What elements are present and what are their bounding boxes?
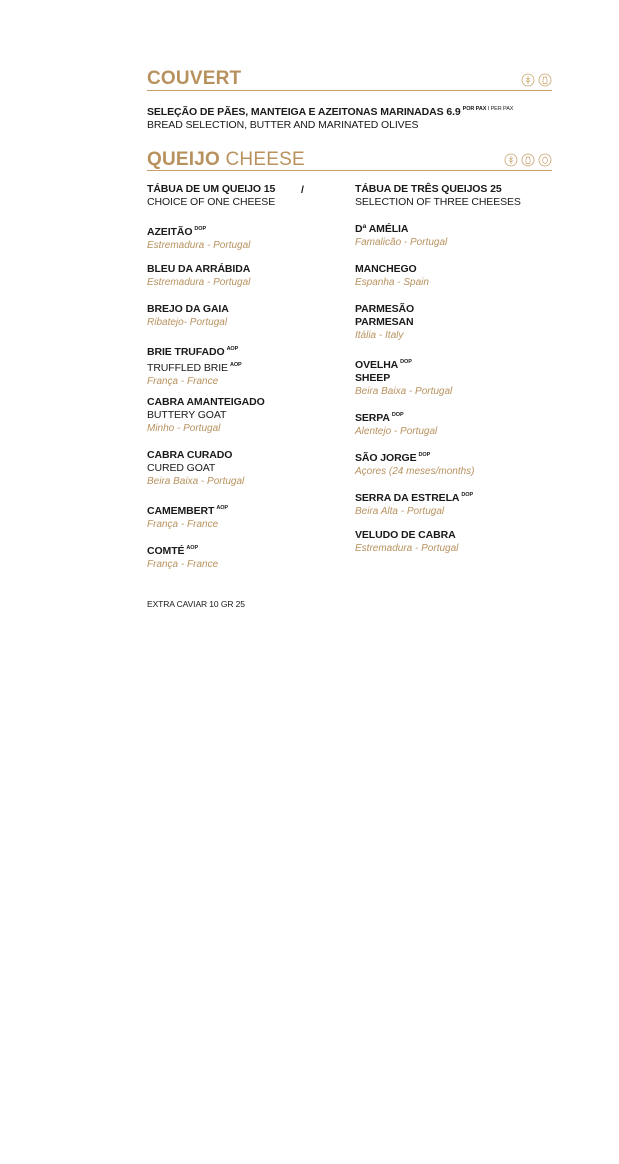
cheese-item: SÃO JORGE $^{DOP}$ Açores (24 meses/months) xyxy=(355,452,475,477)
cheese-title: QUEIJO CHEESE xyxy=(147,149,305,170)
cheese-item: CABRA CURADO CURED GOAT Beira Baixa - Portugal xyxy=(147,449,245,487)
three-cheese-board: TÁBUA DE TRÊS QUEIJOS 25 SELECTION OF THREE CHEESES xyxy=(355,183,521,208)
cheese-item: BRIE TRUFADO $^{AOP}$ TRUFFLED BRIE $^{AOP}$ França - France xyxy=(147,346,242,387)
cheese-item: AZEITÃO $^{DOP}$ Estremadura - Portugal xyxy=(147,226,251,251)
board-separator: / xyxy=(301,184,304,196)
couvert-line-en: BREAD SELECTION, BUTTER AND MARINATED OLIVES xyxy=(147,119,419,131)
one-cheese-board: TÁBUA DE UM QUEIJO 15 CHOICE OF ONE CHEESE xyxy=(147,183,276,208)
cheese-item: COMTÉ $^{AOP}$ França - France xyxy=(147,545,219,570)
cheese-allergen-icons xyxy=(504,153,552,167)
egg-icon xyxy=(538,153,552,167)
cheese-item: MANCHEGO Espanha - Spain xyxy=(355,263,429,288)
couvert-line-pt: SELEÇÃO DE PÃES, MANTEIGA E AZEITONAS MARINADAS 6.9 xyxy=(147,106,461,118)
couvert-title: COUVERT xyxy=(147,68,242,89)
cheese-item: SERRA DA ESTRELA $^{DOP}$ Beira Alta - Portugal xyxy=(355,492,474,517)
cheese-item: SERPA $^{DOP}$ Alentejo - Portugal xyxy=(355,412,438,437)
extra-caviar: EXTRA CAVIAR 10 GR 25 xyxy=(147,599,245,609)
milk-icon xyxy=(521,153,535,167)
cheese-item: OVELHA $^{DOP}$ SHEEP Beira Baixa - Portugal xyxy=(355,359,453,397)
cheese-item: PARMESÃO PARMESAN Itália - Italy xyxy=(355,303,415,341)
couvert-item xyxy=(147,103,567,132)
cheese-item: CAMEMBERT $^{AOP}$ França - France xyxy=(147,505,228,530)
per-pax-note: POR PAX I PER PAX xyxy=(462,106,514,112)
couvert-allergen-icons xyxy=(521,73,552,87)
cheese-item: CABRA AMANTEIGADO BUTTERY GOAT Minho - Portugal xyxy=(147,396,265,434)
wheat-icon xyxy=(504,153,518,167)
cheese-item: BLEU DA ARRÁBIDA Estremadura - Portugal xyxy=(147,263,251,288)
cheese-header xyxy=(147,150,552,171)
cheese-item: VELUDO DE CABRA Estremadura - Portugal xyxy=(355,529,459,554)
wheat-icon xyxy=(521,73,535,87)
couvert-header xyxy=(147,69,552,91)
cheese-item: Dª AMÉLIA Famalicão - Portugal xyxy=(355,223,448,248)
milk-icon xyxy=(538,73,552,87)
cheese-item: BREJO DA GAIA Ribatejo- Portugal xyxy=(147,303,229,328)
